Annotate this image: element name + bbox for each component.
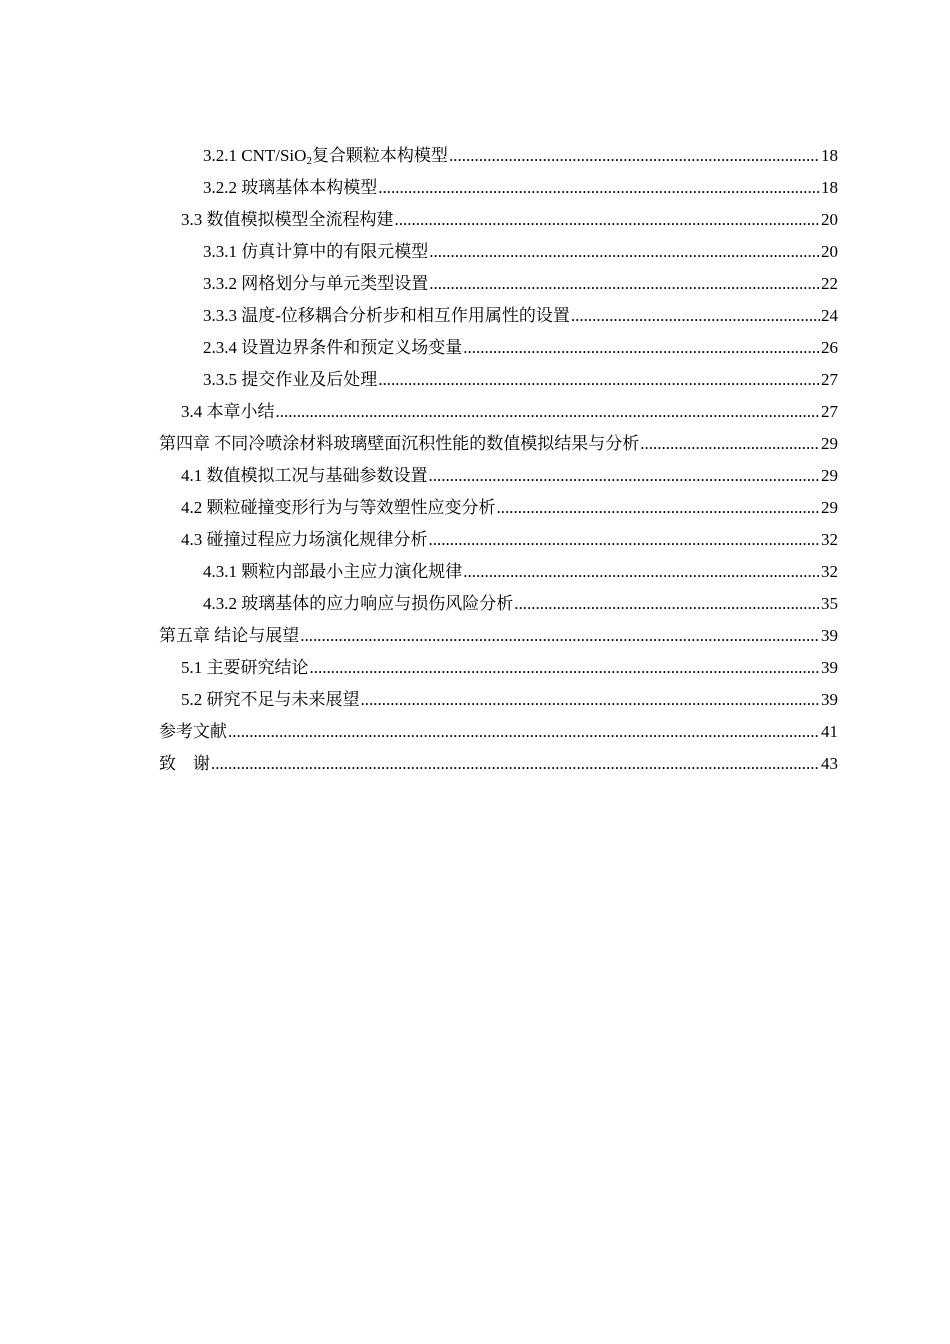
toc-entry-3-4[interactable] [159, 396, 838, 428]
toc-entry-3-3-5[interactable] [159, 364, 838, 396]
toc-entry-page: 29 [821, 434, 838, 453]
toc-entry-page: 39 [821, 658, 838, 677]
toc-entry-4-3-1[interactable] [159, 556, 838, 588]
toc-entry-title: 2.3.4 设置边界条件和预定义场变量 [203, 338, 463, 357]
toc-leader-dots [395, 204, 821, 236]
toc-entry-page: 18 [821, 178, 838, 197]
toc-entry-page: 29 [821, 498, 838, 517]
toc-entry-2-3-4[interactable] [159, 332, 838, 364]
toc-entry-references[interactable] [159, 716, 838, 748]
toc-entry-page: 32 [821, 530, 838, 549]
toc-leader-dots [378, 364, 820, 396]
toc-leader-dots [429, 524, 821, 556]
toc-entry-3-2-1[interactable] [159, 140, 838, 172]
toc-leader-dots [228, 716, 820, 748]
toc-entry-page: 24 [821, 306, 838, 325]
toc-entry-title: 5.2 研究不足与未来展望 [181, 690, 360, 709]
toc-leader-dots [276, 396, 821, 428]
table-of-contents [159, 140, 838, 780]
toc-entry-page: 35 [821, 594, 838, 613]
toc-entry-page: 29 [821, 466, 838, 485]
toc-entry-4-1[interactable] [159, 460, 838, 492]
toc-entry-title: 3.3.3 温度-位移耦合分析步和相互作用属性的设置 [203, 306, 570, 325]
toc-entry-page: 22 [821, 274, 838, 293]
toc-entry-title: 4.2 颗粒碰撞变形行为与等效塑性应变分析 [181, 498, 496, 517]
toc-leader-dots [300, 620, 820, 652]
toc-entry-page: 32 [821, 562, 838, 581]
toc-leader-dots [571, 300, 820, 332]
toc-entry-4-3[interactable] [159, 524, 838, 556]
toc-entry-acknowledgements[interactable] [159, 748, 838, 780]
toc-entry-title: 参考文献 [159, 722, 227, 741]
toc-entry-page: 39 [821, 690, 838, 709]
toc-entry-title: 4.1 数值模拟工况与基础参数设置 [181, 466, 428, 485]
toc-leader-dots [378, 172, 820, 204]
toc-entry-4-2[interactable] [159, 492, 838, 524]
toc-leader-dots [514, 588, 820, 620]
toc-entry-title: 4.3 碰撞过程应力场演化规律分析 [181, 530, 428, 549]
toc-entry-3-3-3[interactable] [159, 300, 838, 332]
toc-entry-page: 27 [821, 370, 838, 389]
toc-entry-5-1[interactable] [159, 652, 838, 684]
toc-entry-3-2-2[interactable] [159, 172, 838, 204]
toc-entry-title: 3.3 数值模拟模型全流程构建 [181, 210, 394, 229]
toc-leader-dots [361, 684, 821, 716]
toc-entry-title: 第五章 结论与展望 [159, 626, 300, 645]
toc-entry-3-3-1[interactable] [159, 236, 838, 268]
toc-entry-3-3[interactable] [159, 204, 838, 236]
toc-entry-title: 3.3.1 仿真计算中的有限元模型 [203, 242, 429, 261]
toc-entry-page: 41 [821, 722, 838, 741]
toc-leader-dots [429, 268, 820, 300]
toc-leader-dots [429, 460, 821, 492]
toc-entry-title: 4.3.1 颗粒内部最小主应力演化规律 [203, 562, 463, 581]
toc-entry-title: 第四章 不同冷喷涂材料玻璃壁面沉积性能的数值模拟结果与分析 [159, 434, 640, 453]
toc-leader-dots [429, 236, 820, 268]
toc-entry-title: 3.2.2 玻璃基体本构模型 [203, 178, 378, 197]
toc-leader-dots [449, 140, 820, 172]
toc-leader-dots [497, 492, 821, 524]
toc-entry-title: 3.3.5 提交作业及后处理 [203, 370, 378, 389]
toc-entry-title: 3.2.1 CNT/SiO$_2$复合颗粒本构模型 [203, 146, 448, 167]
toc-entry-title: 3.3.2 网格划分与单元类型设置 [203, 274, 429, 293]
toc-entry-page: 18 [821, 146, 838, 165]
toc-leader-dots [211, 748, 820, 780]
toc-entry-title: 致 谢 [159, 754, 210, 773]
toc-leader-dots [463, 332, 820, 364]
toc-entry-page: 26 [821, 338, 838, 357]
toc-entry-chapter-4[interactable] [159, 428, 838, 460]
toc-entry-page: 20 [821, 242, 838, 261]
toc-entry-title: 5.1 主要研究结论 [181, 658, 309, 677]
toc-leader-dots [463, 556, 820, 588]
toc-entry-3-3-2[interactable] [159, 268, 838, 300]
toc-entry-page: 43 [821, 754, 838, 773]
toc-entry-5-2[interactable] [159, 684, 838, 716]
toc-entry-page: 20 [821, 210, 838, 229]
toc-entry-page: 39 [821, 626, 838, 645]
toc-leader-dots [640, 428, 820, 460]
toc-entry-chapter-5[interactable] [159, 620, 838, 652]
toc-entry-title: 3.4 本章小结 [181, 402, 275, 421]
toc-leader-dots [310, 652, 821, 684]
toc-entry-title: 4.3.2 玻璃基体的应力响应与损伤风险分析 [203, 594, 514, 613]
toc-entry-page: 27 [821, 402, 838, 421]
toc-entry-4-3-2[interactable] [159, 588, 838, 620]
